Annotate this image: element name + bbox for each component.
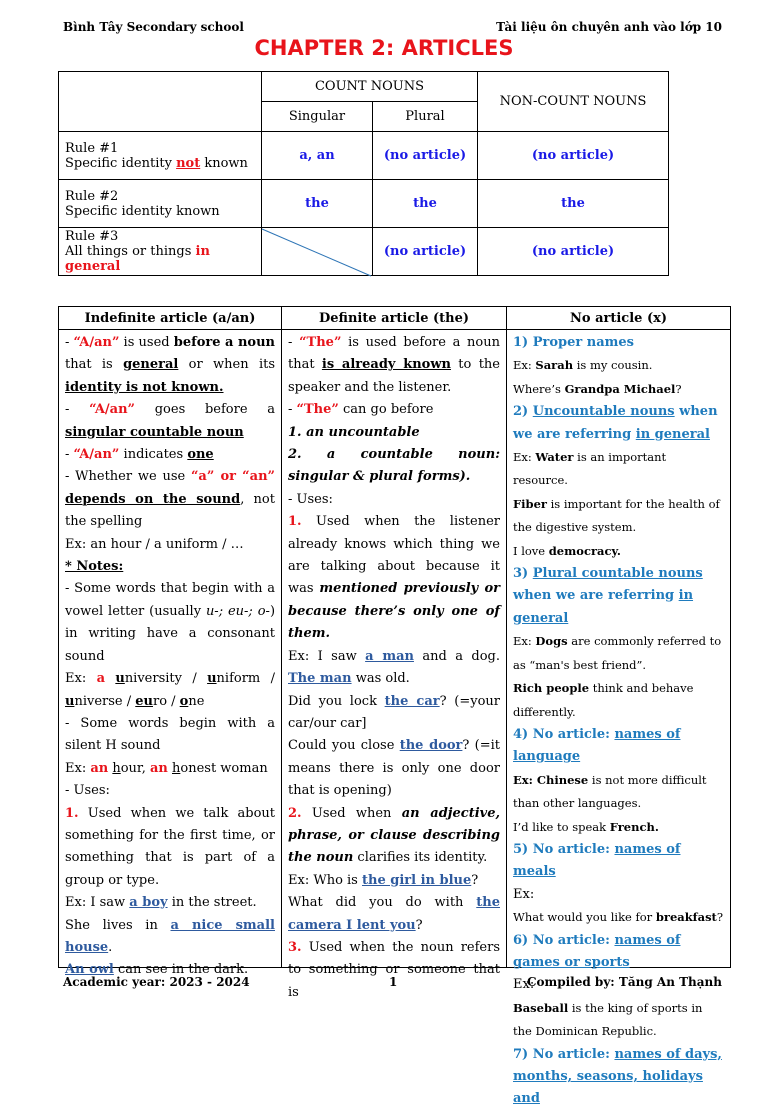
page-title: CHAPTER 2: ARTICLES [254,36,514,60]
count-nouns-header: COUNT NOUNS [262,72,478,102]
document-title: Tài liệu ôn chuyên anh vào lớp 10 [496,20,722,34]
rule-cell [59,132,262,180]
rule-number: Rule #3 [65,229,119,244]
compiler: Compiled by: Tăng An Thạnh [526,975,722,989]
noncount-value: (no article) [478,228,669,276]
plural-header: Plural [373,102,478,132]
rule-description: Specific identity not known [65,155,248,171]
definite-header: Definite article (the) [282,307,507,330]
academic-year: Academic year: 2023 - 2024 [63,975,250,989]
page-number: 1 [389,975,398,989]
plural-value: the [373,180,478,228]
rule-cell [59,180,262,228]
rule-description: Specific identity known [65,203,220,219]
rule-row [59,132,669,180]
definite-column: - “The” is used before a noun that is already known to the speaker and the listener. - “The” can go before 1. an uncountable 2. a countable noun: singular & plural forms). - Uses: 1. Used when the listener already knows which thing we are talking about because it was mentioned previously or because there’s only one of them. Ex: I saw a man and a dog. The man was old. Did you lock the car? (=your car/our car] Could you close the door? (=it means there is only one door that is opening) 2. Used when an adjective, phrase, or clause describing the noun clarifies its identity. Ex: Who is the girl in blue? What did you do with the camera I lent you? 3. Used when the noun refers to something or someone that is [282,330,507,968]
rule-cell [59,228,262,276]
plural-value: (no article) [373,228,478,276]
noncount-value: the [478,180,669,228]
school-name: Bình Tây Secondary school [63,20,244,34]
diagonal-line [262,228,372,278]
rule-number: Rule #2 [65,188,119,204]
no-article-header: No article (x) [507,307,731,330]
rule-row [59,180,669,228]
indefinite-column: - “A/an” is used before a noun that is general or when its identity is not known. - “A/an” goes before a singular countable noun - “A/an” indicates one - Whether we use “a” or “an” depends on the sound, not the spelling Ex: an hour / a uniform / … * Notes: - Some words that begin with a vowel letter (usually u-; eu-; o-) in writing have a consonant sound Ex: a university / uniform / universe / euro / one - Some words begin with a silent H sound Ex: an hour, an honest woman - Uses: 1. Used when we talk about something for the first time, or something that is part of a group or type. Ex: I saw a boy in the street. She lives in a nice small house. An owl can see in the dark. [59,330,282,968]
empty-corner-cell [59,72,262,132]
no-article-column: 1) Proper names Ex: Sarah is my cousin. Where’s Grandpa Michael? 2) Uncountable nouns when we are referring in general Ex: Water is an important resource. Fiber is important for the health of the digestive system. I love democracy. 3) Plural countable nouns when we are referring in general Ex: Dogs are commonly referred to as “man's best friend”. Rich people think and behave differently. 4) No article: names of language Ex: Chinese is not more difficult than other languages. I’d like to speak French. 5) No article: names of meals Ex: What would you like for breakfast? 6) No article: names of games or sports Ex: Baseball is the king of sports in the Dominican Republic. 7) No article: names of days, months, seasons, holidays and [507,330,731,968]
rule-description: All things or things in general [65,244,210,274]
non-count-nouns-header: NON-COUNT NOUNS [478,72,669,132]
indefinite-header: Indefinite article (a/an) [59,307,282,330]
rule-number: Rule #1 [65,140,119,156]
plural-value: (no article) [373,132,478,180]
singular-value: the [262,180,373,228]
singular-value: a, an [262,132,373,180]
singular-header: Singular [262,102,373,132]
noncount-value: (no article) [478,132,669,180]
